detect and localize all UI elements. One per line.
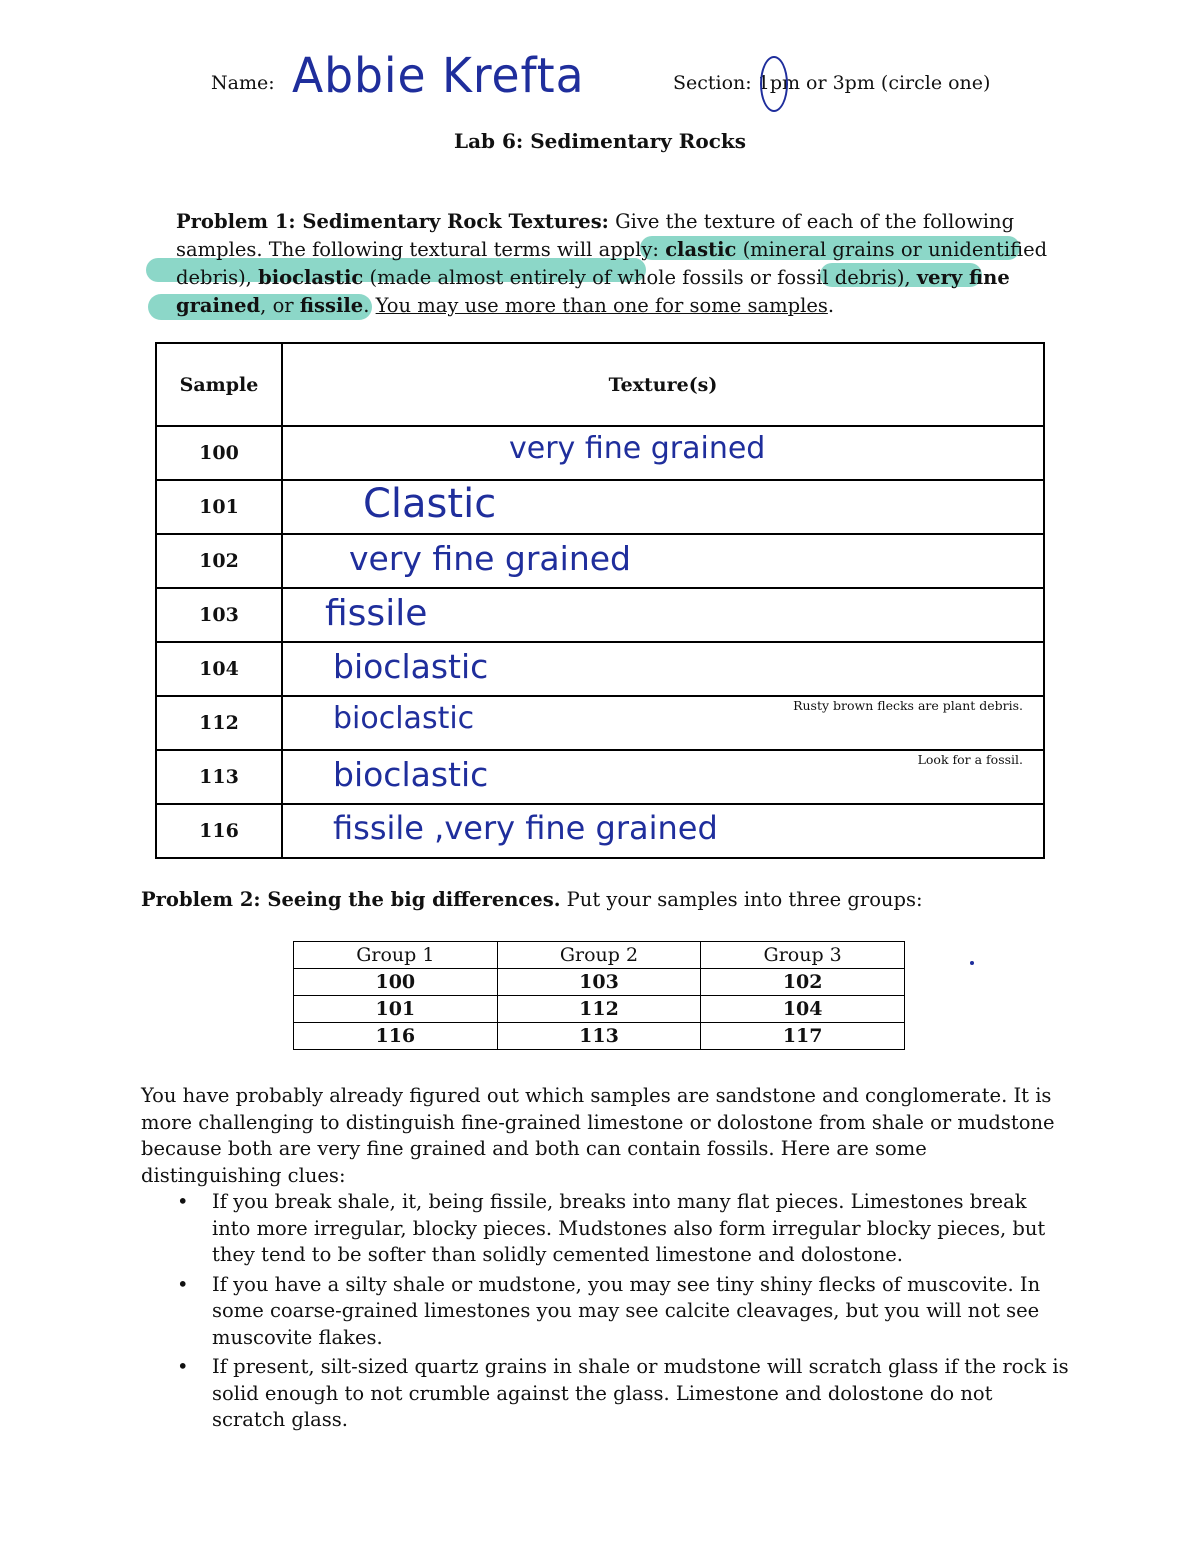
ink-dot <box>970 961 974 965</box>
texture-table <box>155 342 1045 859</box>
group-cell[interactable]: 116 <box>294 1023 498 1050</box>
bullet-icon: • <box>177 1272 189 1296</box>
group-cell[interactable]: 117 <box>701 1023 905 1050</box>
group-cell[interactable]: 101 <box>294 996 498 1023</box>
texture-handwritten: Clastic <box>363 481 497 527</box>
problem2-heading: Problem 2: Seeing the big differences. <box>141 888 561 911</box>
name-label: Name: <box>211 72 275 94</box>
problem1-text: . <box>363 294 370 317</box>
problem1-note: You may use more than one for some samples <box>375 294 828 317</box>
texture-handwritten: very fine grained <box>509 431 766 466</box>
texture-handwritten: very fine grained <box>349 539 631 578</box>
texture-cell[interactable] <box>282 534 1044 588</box>
sample-number: 112 <box>156 696 282 750</box>
sample-number: 101 <box>156 480 282 534</box>
sample-note: Look for a fossil. <box>917 752 1023 767</box>
table-row <box>294 996 905 1023</box>
group-cell[interactable]: 104 <box>701 996 905 1023</box>
table-row <box>156 588 1044 642</box>
clue-text: If you break shale, it, being fissile, breaks into many flat pieces. Limestones break into more irregular, blocky pieces. Mudstones also form irregular blocky pieces, but they tend to be softer than solidly cemented limestone and dolostone. <box>212 1190 1046 1266</box>
table-row <box>156 642 1044 696</box>
texture-cell[interactable] <box>282 588 1044 642</box>
sample-number: 100 <box>156 426 282 480</box>
problem1-heading: Problem 1: Sedimentary Rock Textures: <box>176 210 609 233</box>
term-very-fine-grained: very fine grained <box>176 266 1010 317</box>
bullet-icon: • <box>177 1190 189 1213</box>
sample-number: 116 <box>156 804 282 858</box>
group-header: Group 2 <box>497 942 701 969</box>
groups-table <box>293 941 905 1050</box>
bullet-icon: • <box>177 1355 189 1378</box>
clue-text: If present, silt-sized quartz grains in shale or mudstone will scratch glass if the rock is solid enough to not crumble against the glass. Limestone and dolostone do not scratch glass. <box>212 1355 1069 1431</box>
problem1-paragraph <box>176 208 1056 320</box>
sample-number: 102 <box>156 534 282 588</box>
clue-text: If you have a silty shale or mudstone, you may see tiny shiny flecks of muscovite. In some coarse-grained limestones you may see calcite cleavages, but you will not see muscovite flakes. <box>212 1272 1041 1349</box>
term-bioclastic: bioclastic <box>258 266 364 289</box>
problem1-text: Give the texture of each of the following samples. The following textural terms will apply: <box>176 210 1015 261</box>
problem1-text: . <box>827 294 835 317</box>
table-row <box>156 696 1044 750</box>
circle-mark <box>760 56 788 112</box>
sample-note: Rusty brown flecks are plant debris. <box>793 698 1023 713</box>
texture-cell[interactable] <box>282 696 1044 750</box>
clues-list <box>141 1189 1071 1437</box>
table-row <box>294 1023 905 1050</box>
intro-paragraph: You have probably already figured out which samples are sandstone and conglomerate. It is more challenging to distinguish fine-grained limestone or dolostone from shale or mudstone because both are very fine grained and both can contain fossils. Here are some distinguishing clues: <box>141 1084 1055 1187</box>
texture-table-header <box>156 343 1044 426</box>
list-item <box>141 1354 1071 1434</box>
table-row <box>156 804 1044 858</box>
groups-header-row <box>294 942 905 969</box>
problem1-text: , or <box>260 294 300 317</box>
table-row <box>156 480 1044 534</box>
problem1-text: (mineral grains or unidentified debris), <box>176 238 1048 289</box>
group-cell[interactable]: 102 <box>701 969 905 996</box>
sample-number: 103 <box>156 588 282 642</box>
texture-cell[interactable] <box>282 804 1044 858</box>
header-texture: Texture(s) <box>282 343 1044 426</box>
sample-number: 113 <box>156 750 282 804</box>
sample-number: 104 <box>156 642 282 696</box>
problem2-paragraph <box>141 888 923 911</box>
problem1-text: (made almost entirely of whole fossils or fossil debris), <box>363 266 917 289</box>
name-handwritten: Abbie Krefta <box>292 48 585 104</box>
section-label: Section: 1pm or 3pm (circle one) <box>673 72 991 94</box>
group-cell[interactable]: 113 <box>497 1023 701 1050</box>
texture-cell[interactable] <box>282 426 1044 480</box>
texture-cell[interactable] <box>282 642 1044 696</box>
list-item <box>141 1272 1071 1352</box>
term-fissile: fissile <box>299 294 364 317</box>
table-row <box>156 426 1044 480</box>
texture-handwritten: fissile ,very fine grained <box>333 809 718 847</box>
problem2-text: Put your samples into three groups: <box>560 888 923 911</box>
texture-cell[interactable] <box>282 480 1044 534</box>
header-sample: Sample <box>156 343 282 426</box>
group-header: Group 3 <box>701 942 905 969</box>
list-item <box>141 1189 1071 1269</box>
group-cell[interactable]: 112 <box>497 996 701 1023</box>
group-header: Group 1 <box>294 942 498 969</box>
group-cell[interactable]: 100 <box>294 969 498 996</box>
texture-cell[interactable] <box>282 750 1044 804</box>
page-title: Lab 6: Sedimentary Rocks <box>454 129 746 153</box>
texture-handwritten: bioclastic <box>333 755 489 794</box>
texture-handwritten: bioclastic <box>333 701 475 736</box>
table-row <box>294 969 905 996</box>
table-row <box>156 750 1044 804</box>
term-clastic: clastic <box>665 238 737 261</box>
texture-handwritten: fissile <box>325 593 428 634</box>
group-cell[interactable]: 103 <box>497 969 701 996</box>
table-row <box>156 534 1044 588</box>
texture-handwritten: bioclastic <box>333 647 489 686</box>
